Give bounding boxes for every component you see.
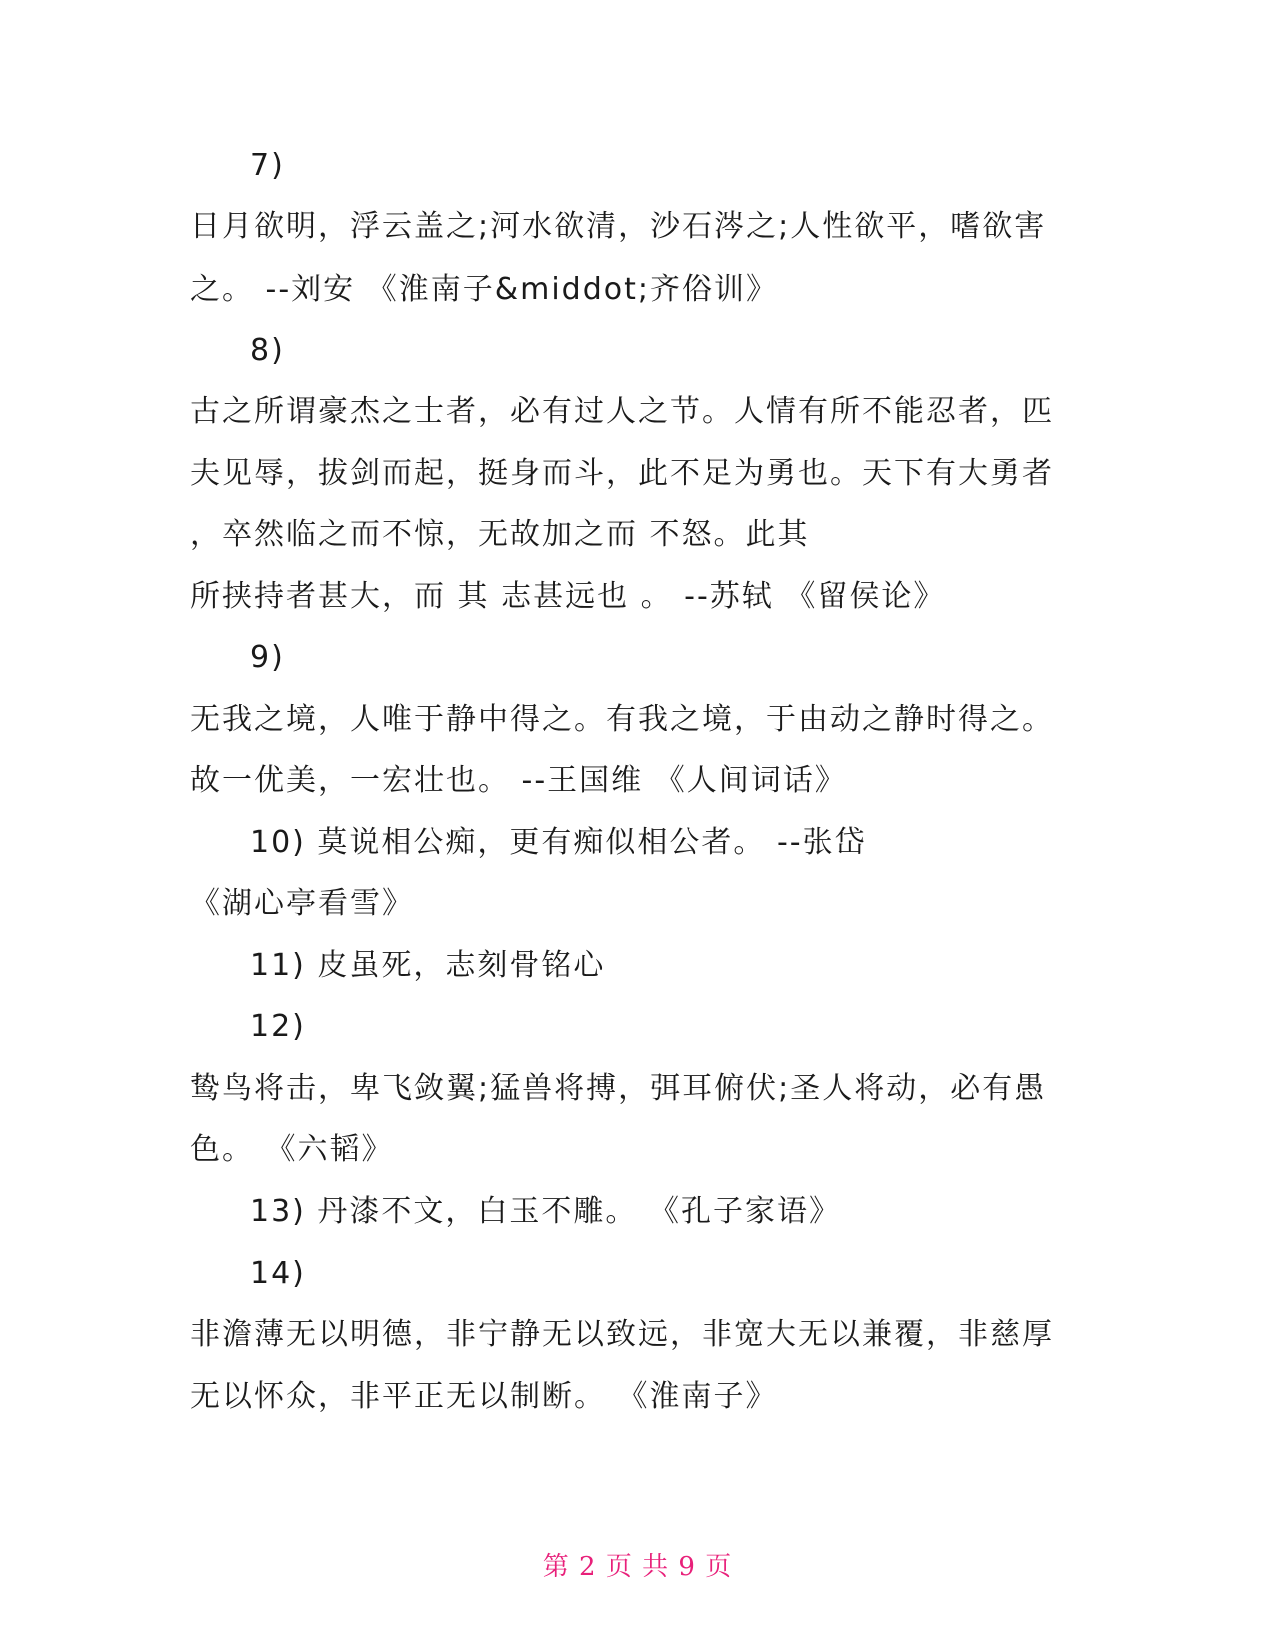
item-13: 13) 丹漆不文，白玉不雕。 《孔子家语》 — [250, 1194, 841, 1229]
item-number-8: 8) — [250, 333, 285, 368]
quote-line: 《湖心亭看雪》 — [190, 886, 414, 921]
quote-line: 鸷鸟将击，卑飞敛翼;猛兽将搏，弭耳俯伏;圣人将动，必有愚 — [190, 1071, 1047, 1106]
item-10: 10) 莫说相公痴，更有痴似相公者。 --张岱 — [250, 825, 867, 860]
quote-line: 色。 《六韬》 — [190, 1132, 394, 1167]
quote-line: 之。 --刘安 《淮南子&middot;齐俗训》 — [190, 272, 778, 307]
item-number-7: 7) — [250, 148, 285, 183]
item-11: 11) 皮虽死，志刻骨铭心 — [250, 948, 606, 983]
quote-line: 无以怀众，非平正无以制断。 《淮南子》 — [190, 1379, 778, 1414]
quote-line: ，卒然临之而不惊，无故加之而 不怒。此其 — [190, 517, 810, 552]
quote-line: 无我之境，人唯于静中得之。有我之境，于由动之静时得之。 — [190, 702, 1054, 737]
quote-line: 夫见辱，拔剑而起，挺身而斗，此不足为勇也。天下有大勇者 — [190, 456, 1054, 491]
item-number-12: 12) — [250, 1009, 306, 1044]
item-number-14: 14) — [250, 1256, 306, 1291]
page-number-footer: 第 2 页 共 9 页 — [542, 1552, 733, 1582]
item-number-9: 9) — [250, 640, 285, 675]
quote-line: 非澹薄无以明德，非宁静无以致远，非宽大无以兼覆，非慈厚 — [190, 1317, 1054, 1352]
quote-line: 日月欲明，浮云盖之;河水欲清，沙石涔之;人性欲平，嗜欲害 — [190, 209, 1047, 244]
quote-line: 故一优美，一宏壮也。 --王国维 《人间词话》 — [190, 763, 847, 798]
quote-line: 古之所谓豪杰之士者，必有过人之节。人情有所不能忍者，匹 — [190, 394, 1054, 429]
quote-line: 所挟持者甚大，而 其 志甚远也 。 --苏轼 《留侯论》 — [190, 579, 946, 614]
